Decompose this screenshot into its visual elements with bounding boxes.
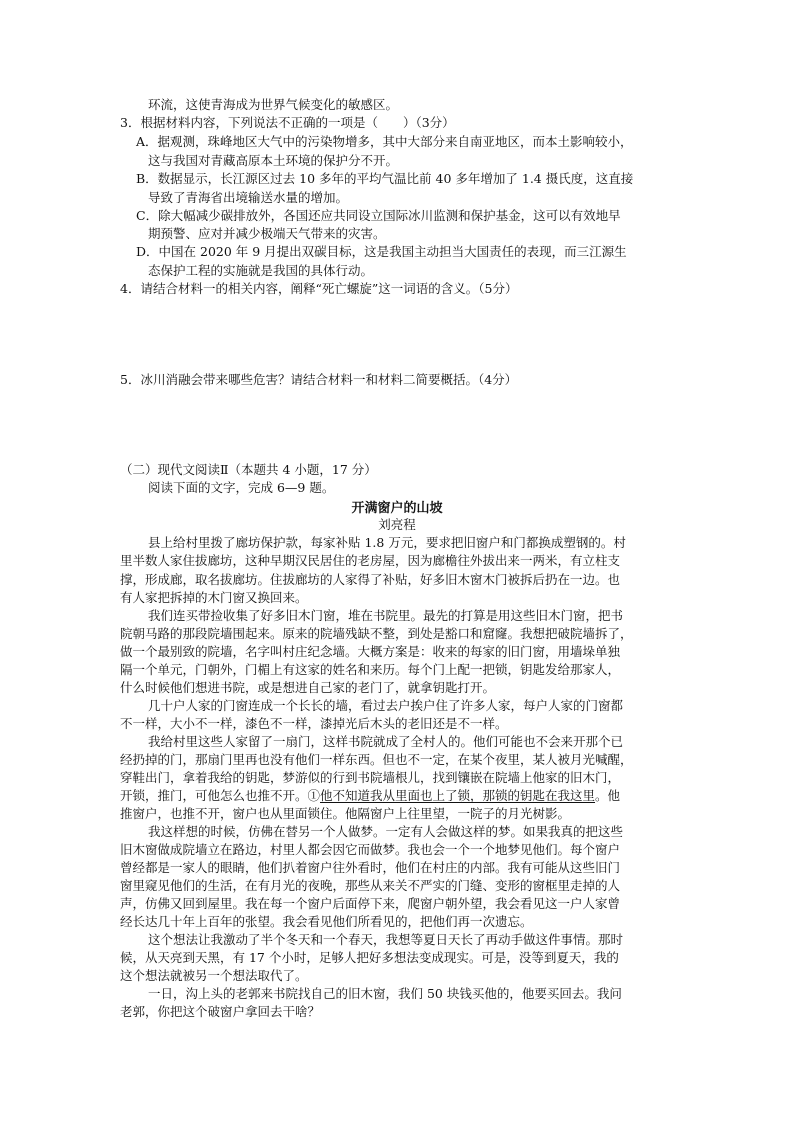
passage-p6-line-2: 候，从天亮到天黑，有 17 个小时，足够人把好多想法变成现实。可是，没等到夏天，我的 [120,950,619,965]
passage-p6-line-3: 这个想法就被另一个想法取代了。 [120,968,308,983]
option-a-line-2: 这与我国对青藏高原本土环境的保护分不开。 [148,153,399,168]
question-4: 4．请结合材料一的相关内容，阐释“死亡螺旋”这一词语的含义。（5分） [120,281,518,296]
passage-p4-line-4 [120,787,620,805]
passage-p1-line-4: 有人家把拆掉的木门窗又换回来。 [120,590,308,605]
passage-p5-line-2: 旧木窗做成院墙立在路边，村里人都会因它而做梦。我也会一个一个地梦见他们。每个窗户 [120,842,621,857]
passage-p1-line-3: 撑，形成廊，取名拔廊坊。住拔廊坊的人家得了补贴，好多旧木窗木门被拆后扔在一边。也 [120,572,621,587]
option-b-line-1: B．数据显示，长江源区过去 10 多年的平均气温比前 40 多年增加了 1.4 摄氏度，这直接 [136,171,634,186]
passage-p5-line-1: 我这样想的时候，仿佛在替另一个人做梦。一定有人会做这样的梦。如果我真的把这些 [148,824,624,839]
passage-p4-line-2: 经扔掉的门，那扇门里再也没有他们一样东西。但也不一定，在某个夜里，某人被月光喊醒， [120,752,633,767]
passage-p2-line-4: 隔一个单元，门朝外，门楣上有这家的姓名和来历。每个门上配一把锁，钥匙发给那家人， [120,662,621,677]
passage-p1-line-2: 里半数人家住拔廊坊，这种早期汉民居住的老房屋，因为廊檐往外拔出来一两米，有立柱支 [120,553,621,568]
option-d-line-1: D．中国在 2020 年 9 月提出双碳目标，这是我国主动担当大国责任的表现，而三江源生 [136,244,627,259]
passage-p2-line-5: 什么时候他们想进书院，或是想进自己家的老门了，就拿钥匙打开。 [120,680,496,695]
passage-title: 开满窗户的山坡 [351,501,443,516]
passage-p2-line-3: 做一个最别致的院墙，名字叫村庄纪念墙。大概方案是：收来的每家的旧门窗，用墙垛单独 [120,644,621,659]
passage-p5-line-4: 窗里窥见他们的生活，在有月光的夜晚，那些从来关不严实的门缝、变形的窗框里走掉的人 [120,878,621,893]
underlined-sentence-1: 他不知道我从里面也上了锁，那锁的钥匙在我这里 [320,788,596,803]
q2-tail-line: 环流，这使青海成为世界气候变化的敏感区。 [148,97,399,112]
passage-p4-line-5: 推窗户，也推不开，窗户也从里面锁住。他隔窗户上往里望，一院子的月光树影。 [120,806,571,821]
passage-p5-line-6: 经长达几十年上百年的张望。我会看见他们所看见的，把他们再一次遗忘。 [120,914,533,929]
passage-p7-line-1: 一日，沟上头的老郭来书院找自己的旧木窗，我们 50 块钱买他的，他要买回去。我问 [148,986,622,1001]
passage-p4-line-4-end: 。他 [595,788,621,803]
passage-p4-line-3: 穿鞋出门，拿着我给的钥匙，梦游似的行到书院墙根儿，找到镶嵌在院墙上他家的旧木门， [120,770,621,785]
passage-p2-line-1: 我们连买带捡收集了好多旧木门窗，堆在书院里。最先的打算是用这些旧木门窗，把书 [148,608,624,623]
question-3-stem: 3．根据材料内容，下列说法不正确的一项是（ ）（3分） [120,115,455,130]
passage-p7-line-2: 老郭，你把这个破窗户拿回去干啥？ [120,1004,321,1019]
section-2-instruction: 阅读下面的文字，完成 6—9 题。 [148,480,335,495]
passage-p4-line-4-start: 开锁，推门，可他怎么也推不开。① [120,788,321,803]
passage-p4-line-1: 我给村里这些人家留了一扇门，这样书院就成了全村人的。他们可能也不会来开那个已 [148,734,624,749]
passage-p3-line-1: 几十户人家的门窗连成一个长长的墙，看过去户挨户住了许多人家，每户人家的门窗都 [148,698,624,713]
option-c-line-2: 期预警、应对并减少极端天气带来的灾害。 [148,226,386,241]
passage-author: 刘亮程 [378,517,416,532]
passage-p6-line-1: 这个想法让我激动了半个冬天和一个春天，我想等夏日天长了再动手做这件事情。那时 [148,932,624,947]
option-d-line-2: 态保护工程的实施就是我国的具体行动。 [148,263,374,278]
question-5: 5．冰川消融会带来哪些危害？请结合材料一和材料二简要概括。（4分） [120,372,518,387]
passage-p1-line-1: 县上给村里拨了廊坊保护款，每家补贴 1.8 万元，要求把旧窗户和门都换成塑钢的。村 [148,535,626,550]
passage-p3-line-2: 不一样，大小不一样，漆色不一样，漆掉光后木头的老旧还是不一样。 [120,716,508,731]
passage-p2-line-2: 院朝马路的那段院墙围起来。原来的院墙残缺不整，到处是豁口和窟窿。我想把破院墙拆了， [120,626,633,641]
passage-p5-line-3: 曾经都是一家人的眼睛，他们扒着窗户往外看时，他们在村庄的内部。我有可能从这些旧门 [120,860,621,875]
option-b-line-2: 导致了青海省出境输送水量的增加。 [148,190,349,205]
option-c-line-1: C．除大幅减少碳排放外，各国还应共同设立国际冰川监测和保护基金，这可以有效地早 [136,208,621,223]
passage-p5-line-5: 声，仿佛又回到屋里。我在每一个窗户后面停下来，爬窗户朝外望，我会看见这一户人家曾 [120,896,621,911]
section-2-header: （二）现代文阅读Ⅱ（本题共 4 小题，17 分） [120,462,377,477]
option-a-line-1: A．据观测，珠峰地区大气中的污染物增多，其中大部分来自南亚地区，而本土影响较小， [136,134,633,149]
